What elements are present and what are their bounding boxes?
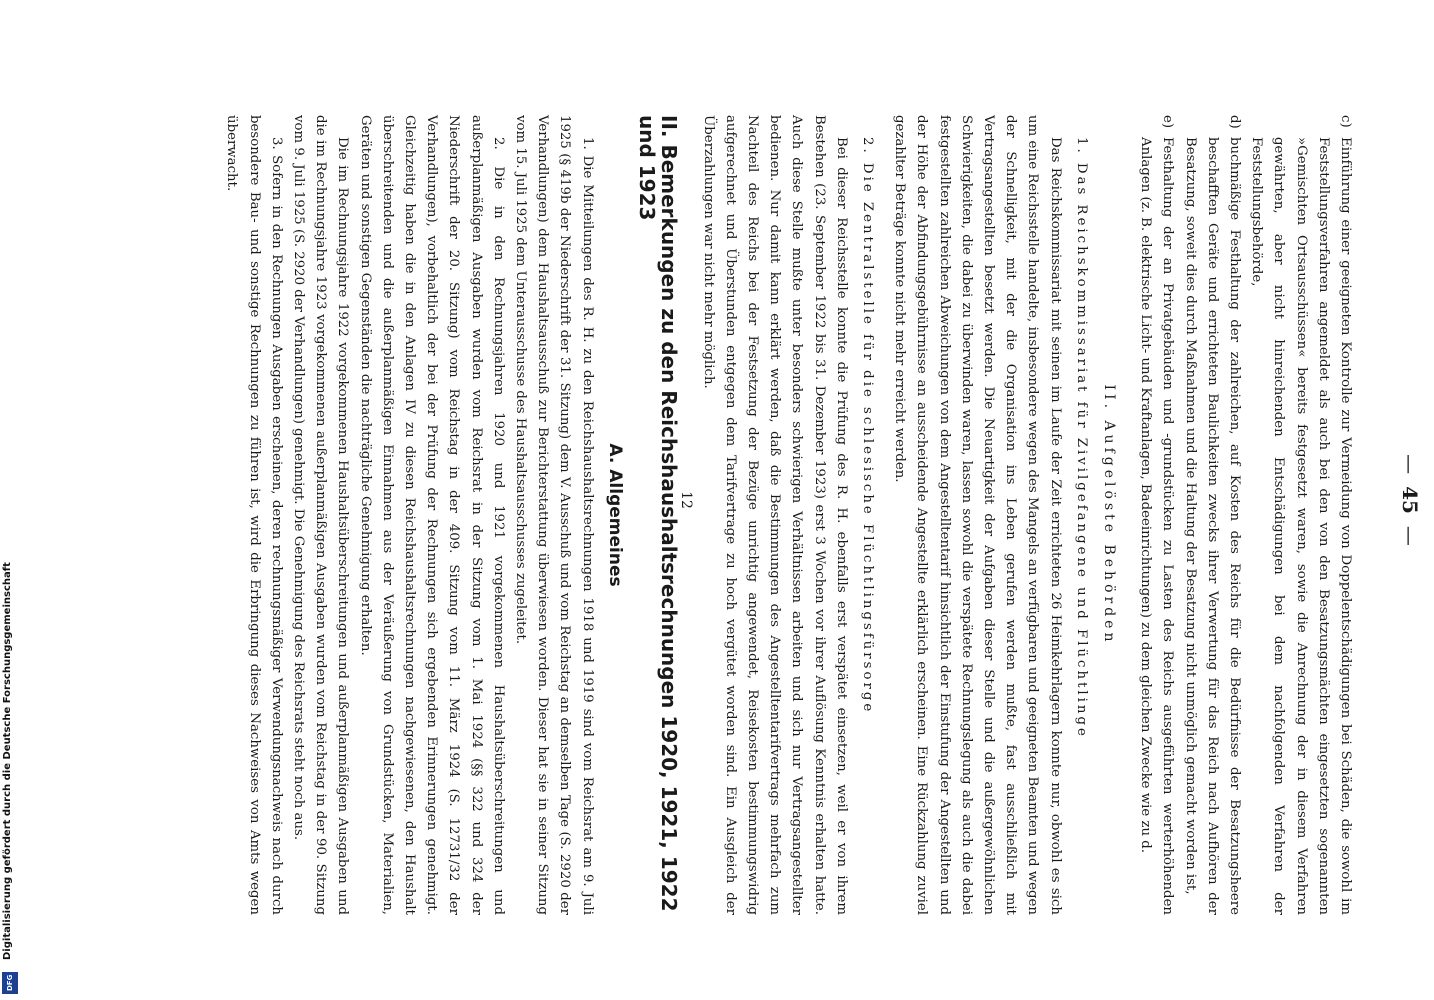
subsection-title-text: 2. Die Zentralstelle für die schlesische Flüchtlingsfürsorge — [859, 137, 875, 715]
subsection-title-text: 1. Das Reichskommissariat für Zivilgefangene und Flüchtlinge — [1073, 137, 1089, 739]
page-number — [1398, 440, 1422, 560]
list-item — [1134, 115, 1178, 915]
dfg-logo: DFG — [2, 972, 18, 994]
list-item — [1245, 115, 1356, 915]
paragraph: Die im Rechnungsjahre 1922 vorgekommenen Haushaltsüberschreitungen und außerplanmäßigen Ausgaben und die im Rechnungsjahre 1923 vorgekommenen außerplanmäßigen Ausgaben wurden vom Reichstag in der 90. Sitzung vom 9. Juli 1925 (S. 2920 der Verhandlungen) genehmigt. Die Genehmigung des Reichsrats steht noch aus. — [291, 115, 351, 915]
dash-right: — — [1398, 525, 1422, 546]
section-heading: II. Aufgelöste Behörden — [1100, 384, 1117, 646]
list-item — [1178, 115, 1245, 915]
paragraph: 3. Sofern in den Rechnungen Ausgaben erscheinen, deren rechnungsmäßiger Verwendungsnachweis nach durch besondere Bau- und sonstige Rechnungen zu führen ist, wird die Erbringung dieses Nachweises von Amts wegen überwacht. — [224, 115, 284, 915]
page-body — [220, 115, 1356, 915]
item-text: buchmäßige Festhaltung der zahlreichen, auf Kosten des Reichs für die Bedürfnisse der Besatzungsheere beschafften Geräte und errichteten Baulichkeiten zwecks ihrer Verwertung für das Reich nach Aufhören der Besatzung, soweit dies durch Maßnahmen und die Haltung der Besatzung nicht unmöglich gemacht worden ist, — [1182, 137, 1242, 915]
item-text: Einführung einer geeigneten Kontrolle zur Vermeidung von Doppelentschädigungen bei Schäden, die sowohl im Feststellungsverfahren angemeldet als auch bei den von den Besatzungsmächten eingesetzten sogenannten »Gemischten Ortsausschüssen« bereits festgesetzt waren, sowie die Anrechnung der in diesem Verfahren gewährten, aber nicht hinreichenden Entschädigungen bei dem nachfolgenden Verfahren der Feststellungsbehörde, — [1249, 137, 1353, 915]
item-label: d) — [1226, 115, 1242, 129]
paragraph: 2. Die in den Rechnungsjahren 1920 und 1921 vorgekommenen Haushaltsüberschreitungen und außerplanmäßigen Ausgaben wurden vom Reichsrat in der Sitzung vom 1. Mai 1924 (§§ 322 und 324 der Niederschrift der 20. Sitzung) vom Reichstag in der 409. Sitzung vom 11. März 1924 (S. 12731/32 der Verhandlungen), vorbehaltlich der bei der Prüfung der Rechnungen sich ergebenden Erinnerungen genehmigt. Gleichzeitig haben die in den Anlagen IV zu diesen Reichshaushaltsrechnungen nachgewiesenen, den Haushalt überschreitenden und die außerplanmäßigen Einnahmen aus der Veräußerung von Grundstücken, Materialien, Geräten und sonstigen Gegenständen die nachträgliche Genehmigung erhalten. — [357, 115, 506, 915]
paragraph: Das Reichskommissariat mit seinen im Laufe der Zeit errichteten 26 Heimkehrlagern konnte nur, obwohl es sich um eine Reichsstelle handelte, insbesondere wegen des Mangels an verfügbaren und geeigneten Beamten und wegen der Schnelligkeit, mit der die Organisation ins Leben gerufen werden mußte, fast ausschließlich mit Vertragsangestellten besetzt werden. Die Neuartigkeit der Aufgaben dieser Stelle und die außergewöhnlichen Schwierigkeiten, die dabei zu überwinden waren, lassen sowohl die verspätete Rechnungslegung als auch die dabei festgestellten zahlreichen Abweichungen von dem Angestelltentarif hinsichtlich der Einstufung der Angestellten und der Höhe der Abfindungsgebührnisse an ausscheidende Angestellte erklärlich erscheinen. Eine Rückzahlung zuviel gezahlter Beträge konnte nicht mehr erreicht werden. — [892, 115, 1063, 915]
page-number-value: 45 — [1398, 486, 1422, 514]
main-heading: II. Bemerkungen zu den Reichshaushaltsrechnungen 1920, 1921, 1922 und 1923 — [635, 115, 682, 912]
footer-page-number: 12 — [678, 491, 694, 509]
subheading: A. Allgemeines — [604, 443, 625, 587]
item-label: e) — [1160, 115, 1176, 129]
funding-credit-text: Digitalisierung gefördert durch die Deutsche Forschungsgemeinschaft — [2, 562, 13, 960]
subsection-title — [856, 115, 878, 915]
item-text: Festhaltung der an Privatgebäuden und -grundstücken zu Lasten des Reichs ausgeführten werterhöhenden Anlagen (z. B. elektrische Licht- und Kraftanlagen, Badeeinrichtungen) zu dem gleichen Zwecke wie zu d. — [1138, 137, 1176, 915]
paragraph: Bei dieser Reichsstelle konnte die Prüfung des R. H. ebenfalls erst verspätet einsetzen, weil er von ihrem Bestehen (23. September 1922 bis 31. Dezember 1923) erst 3 Wochen vor ihrer Auflösung Kenntnis erhalten hatte. Auch diese Stelle mußte unter besonders schwierigen Verhältnissen arbeiten und sich nur Vertragsangestellter bedienen. Nur damit kann erklärt werden, daß die Bestimmungen des Angestelltentarifvertrags mehrfach zum Nachteil des Reichs bei der Festsetzung der Bezüge unrichtig angewendet, Reisekosten bestimmungswidrig aufgerechnet und Überstunden entgegen dem Tarifvertrage zu hoch vergütet worden sind. Ein Ausgleich der Überzahlungen war nicht mehr möglich. — [700, 115, 849, 915]
item-label: c) — [1338, 115, 1353, 128]
dash-left: — — [1398, 454, 1422, 475]
subsection-title — [1070, 115, 1092, 915]
paragraph: 1. Die Mitteilungen des R. H. zu den Reichshaushaltsrechnungen 1918 und 1919 sind vom Reichsrat am 9. Juli 1925 (§ 419b der Niederschrift der 31. Sitzung) dem V. Ausschuß und vom Reichstag an demselben Tage (S. 2920 der Verhandlungen) dem Haushaltsausschuß zur Berichterstattung überwiesen worden. Dieser hat sie in seiner Sitzung vom 15. Juli 1925 dem Unterausschusse des Haushaltsausschusses zugeleitet. — [513, 115, 595, 915]
